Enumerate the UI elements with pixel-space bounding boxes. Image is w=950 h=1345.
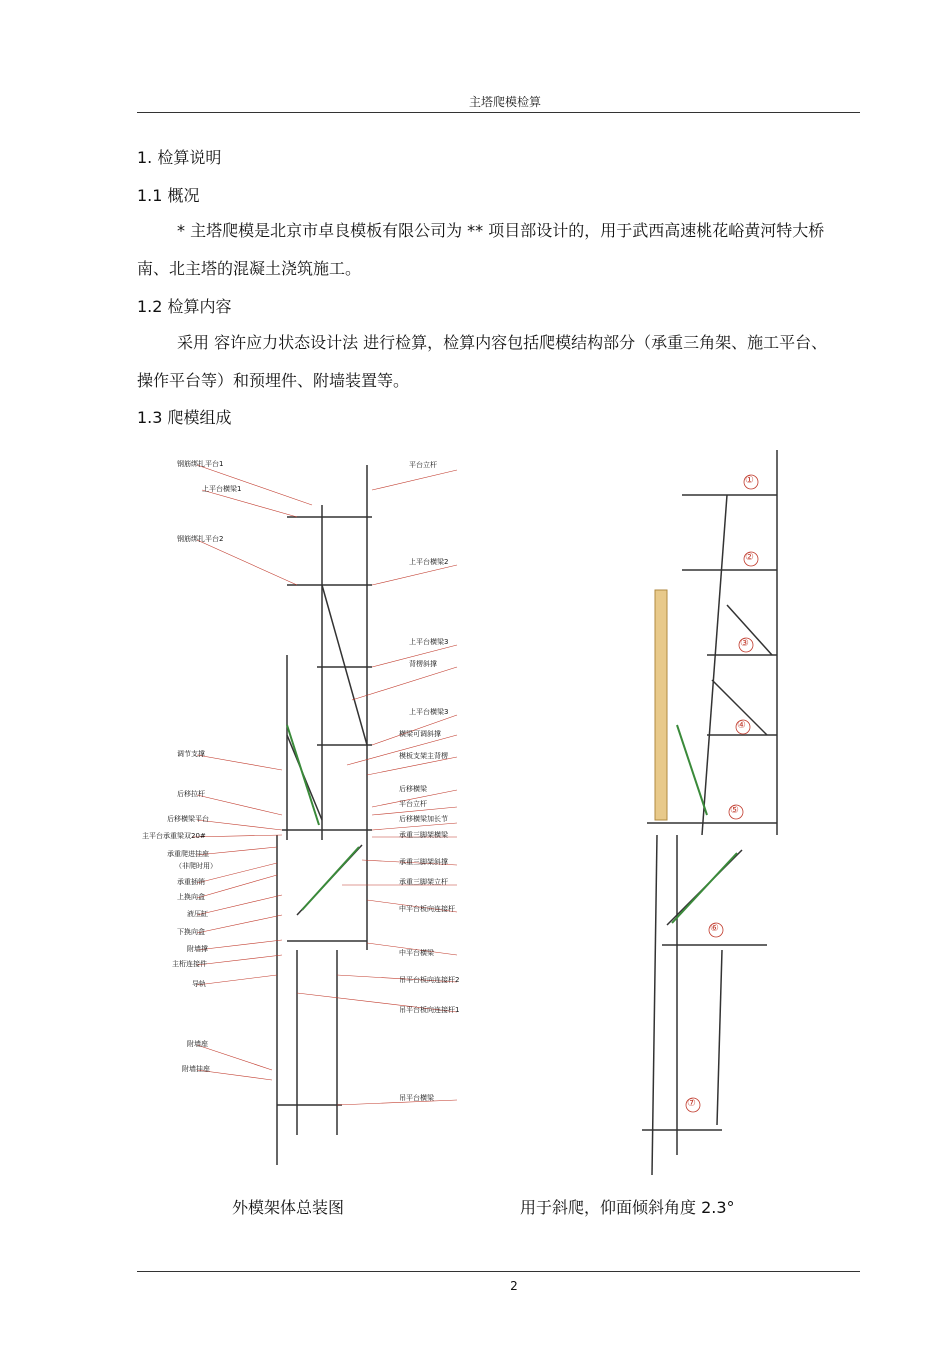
label-platform-post-2: 平台立杆 <box>399 800 427 808</box>
caption-left: 外模架体总装图 <box>232 1198 345 1217</box>
paragraph-overview <box>137 212 842 288</box>
circle-number-2: ② <box>745 552 754 563</box>
label-rebar-platform-1: 钢筋绑扎平台1 <box>177 460 224 468</box>
label-bearing-pin: 承重插销 <box>177 878 205 886</box>
label-hang-connector-2: 吊平台板向连接杆2 <box>399 976 460 984</box>
label-hang-connector-1: 吊平台板向连接杆1 <box>399 1006 460 1014</box>
section-heading-1-3: 1.3 爬模组成 <box>137 408 232 427</box>
circle-number-5: ⑤ <box>730 805 739 816</box>
paragraph-content <box>137 324 842 400</box>
label-climb-seat: 承重爬进挂座 <box>167 850 209 858</box>
caption-right: 用于斜爬，仰面倾斜角度 2.3° <box>520 1198 735 1217</box>
label-wall-hanger: 附墙挂座 <box>182 1065 210 1073</box>
label-hydraulic-cylinder: 液压缸 <box>187 910 208 918</box>
label-lower-reverser: 下换向盒 <box>177 928 205 936</box>
header-divider <box>137 112 860 113</box>
label-tripod-brace: 承重三脚架斜撑 <box>399 858 448 866</box>
footer-divider <box>137 1271 860 1272</box>
label-upper-beam-2: 上平台横梁2 <box>409 558 449 566</box>
circle-number-4: ④ <box>737 720 746 731</box>
page-number: 2 <box>510 1279 518 1293</box>
circle-number-1: ① <box>745 475 754 486</box>
label-tripod-post: 承重三脚架立杆 <box>399 878 448 886</box>
label-upper-beam-3a: 上平台横梁3 <box>409 638 449 646</box>
section-heading-1-2: 1.2 检算内容 <box>137 297 232 316</box>
section-heading-1-1: 1.1 概况 <box>137 186 200 205</box>
circle-number-6: ⑥ <box>710 923 719 934</box>
label-wall-brace: 附墙撑 <box>187 945 208 953</box>
label-wall-seat: 附墙座 <box>187 1040 208 1048</box>
label-beam-extension: 后移横梁加长节 <box>399 815 448 823</box>
label-upper-reverser: 上换向盒 <box>177 893 205 901</box>
label-back-rod: 后移拉杆 <box>177 790 205 798</box>
label-hang-beam: 吊平台横梁 <box>399 1094 434 1102</box>
label-truss-connector: 主桁连接件 <box>172 960 207 968</box>
label-back-beam: 后移横梁 <box>399 785 427 793</box>
paragraph-overview-text: * 主塔爬模是北京市卓良模板有限公司为 ** 项目部设计的，用于武西高速桃花峪黄河特大桥南、北主塔的混凝土浇筑施工。 <box>137 221 825 278</box>
page-header-title: 主塔爬模检算 <box>468 95 541 109</box>
paragraph-content-text: 采用 容许应力状态设计法 进行检算，检算内容包括爬模结构部分（承重三角架、施工平台、操作平台等）和预埋件、附墙装置等。 <box>137 333 828 390</box>
formwork-assembly-figure <box>137 445 860 1180</box>
label-tripod-beam: 承重三脚架横梁 <box>399 831 448 839</box>
label-adjustable-brace: 横梁可调斜撑 <box>399 730 441 738</box>
label-mid-beam: 中平台横梁 <box>399 949 434 957</box>
label-main-back: 模板支架主背楞 <box>399 752 448 760</box>
label-back-brace: 背楞斜撑 <box>409 660 437 668</box>
label-upper-beam-1: 上平台横梁1 <box>202 485 242 493</box>
label-platform-post: 平台立杆 <box>409 461 437 469</box>
label-adjust-support: 调节支撑 <box>177 750 205 758</box>
label-non-climb: （非爬时用） <box>175 862 217 870</box>
label-mid-connector: 中平台板向连接杆 <box>399 905 455 913</box>
circle-number-7: ⑦ <box>687 1098 696 1109</box>
label-guide-rail: 导轨 <box>192 980 206 988</box>
circle-number-3: ③ <box>740 638 749 649</box>
label-upper-beam-3b: 上平台横梁3 <box>409 708 449 716</box>
label-main-beam: 主平台承重梁双20# <box>142 832 206 840</box>
section-heading-1: 1. 检算说明 <box>137 148 222 167</box>
label-back-beam-platform: 后移横梁平台 <box>167 815 209 823</box>
label-rebar-platform-2: 钢筋绑扎平台2 <box>177 535 224 543</box>
